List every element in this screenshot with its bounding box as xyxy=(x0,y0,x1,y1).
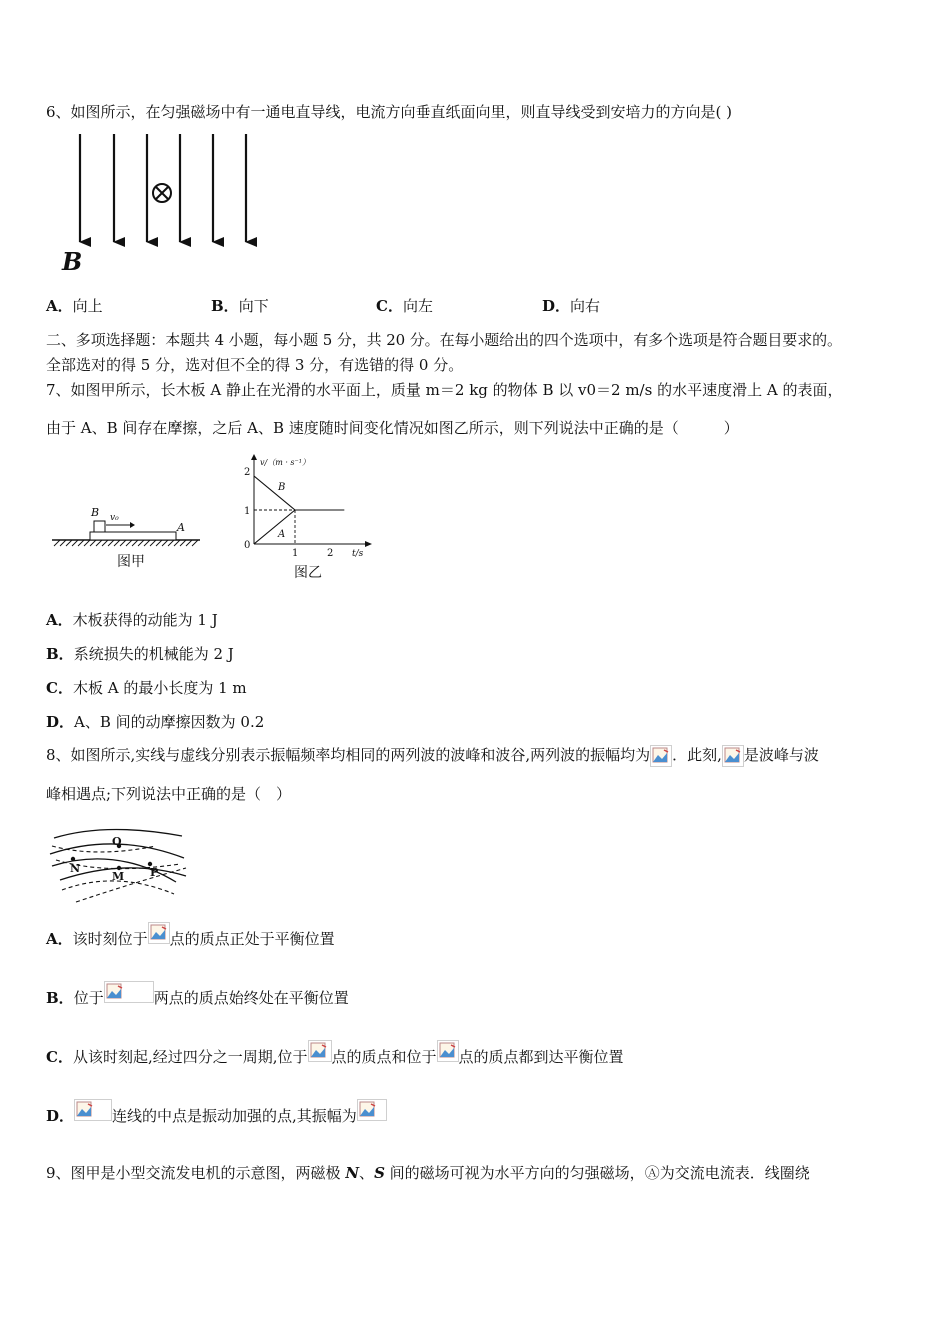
q7-option-c[interactable] xyxy=(46,677,247,698)
board-a xyxy=(90,532,176,540)
y-axis-label: v/（m · s⁻¹） xyxy=(260,458,310,467)
ammeter-icon: Ⓐ xyxy=(644,1164,660,1182)
q9-stem-part2: 间的磁场可视为水平方向的匀强磁场， xyxy=(384,1164,645,1182)
option-text: 木板 A 的最小长度为 1 m xyxy=(72,679,247,697)
broken-image-icon xyxy=(650,745,672,767)
label-a: A xyxy=(177,521,185,534)
series-b-line xyxy=(254,476,344,510)
separator: 、 xyxy=(359,1164,375,1182)
q7-option-a[interactable] xyxy=(46,609,218,630)
q8-option-b[interactable] xyxy=(46,987,349,1008)
option-label: A． xyxy=(46,930,73,948)
q7-figure-jia xyxy=(50,500,210,575)
option-text-pre: 位于 xyxy=(73,989,104,1007)
option-label: C． xyxy=(46,1048,73,1066)
option-label: A． xyxy=(46,297,73,315)
option-text-pre: 该时刻位于 xyxy=(72,930,148,948)
q8-option-a[interactable] xyxy=(46,928,335,949)
q6-option-b[interactable] xyxy=(211,295,269,316)
y-tick-0: 0 xyxy=(244,540,251,551)
q8-option-c[interactable] xyxy=(46,1046,624,1067)
q8-stem-part2: ．此刻, xyxy=(672,746,722,764)
option-label: C． xyxy=(376,297,403,315)
label-p: P xyxy=(150,866,159,879)
series-a-line xyxy=(254,510,344,544)
q7-stem-line2: 由于 A、B 间存在摩擦，之后 A、B 速度随时间变化情况如图乙所示，则下列说法中正确的是（ ） xyxy=(46,419,739,437)
y-tick-1: 1 xyxy=(244,506,251,517)
q6-stem: 6、如图所示，在匀强磁场中有一通电直导线，电流方向垂直纸面向里，则直导线受到安培力的方向是( ) xyxy=(46,103,733,121)
option-text: 木板获得的动能为 1 J xyxy=(72,611,218,629)
option-label: D． xyxy=(46,713,75,731)
series-a-label: A xyxy=(278,529,286,540)
label-b: B xyxy=(91,506,100,519)
broken-image-icon xyxy=(104,981,154,1003)
q8-stem-line2: 峰相遇点;下列说法中正确的是（ ） xyxy=(46,785,292,803)
q8-stem-part1: 8、如图所示,实线与虚线分别表示振幅频率均相同的两列波的波峰和波谷,两列波的振幅均为 xyxy=(46,746,651,764)
option-text: 向左 xyxy=(402,297,433,315)
option-text-post: 两点的质点始终处在平衡位置 xyxy=(153,989,349,1007)
x-tick-2: 2 xyxy=(327,548,334,559)
option-text-mid: 点的质点和位于 xyxy=(331,1048,437,1066)
q8-option-d[interactable] xyxy=(46,1105,387,1126)
q7-option-d[interactable] xyxy=(46,711,264,732)
x-axis-label: t/s xyxy=(352,549,364,559)
q6-magnetic-field-figure xyxy=(56,130,276,275)
q9-stem-part1: 9、图甲是小型交流发电机的示意图，两磁极 xyxy=(46,1164,346,1182)
option-text-pre: 从该时刻起,经过四分之一周期,位于 xyxy=(72,1048,308,1066)
broken-image-icon xyxy=(437,1040,459,1062)
q6-option-a[interactable] xyxy=(46,295,103,316)
option-label: C． xyxy=(46,679,73,697)
x-tick-1: 1 xyxy=(292,548,299,559)
section2-instructions-line2: 全部选对的得 5 分，选对但不全的得 3 分，有选错的得 0 分。 xyxy=(46,356,464,374)
option-label: A． xyxy=(46,611,73,629)
q7-stem-line1: 7、如图甲所示，长木板 A 静止在光滑的水平面上，质量 m＝2 kg 的物体 B 以 v0＝2 m/s 的水平速度滑上 A 的表面， xyxy=(46,381,843,399)
option-text: 向上 xyxy=(72,297,103,315)
series-b-label: B xyxy=(278,482,286,493)
label-q: Q xyxy=(112,835,122,848)
label-m: M xyxy=(112,870,125,883)
option-text-post: 点的质点都到达平衡位置 xyxy=(458,1048,624,1066)
field-label-b: B xyxy=(62,247,83,275)
y-tick-2: 2 xyxy=(244,467,251,478)
option-text: 系统损失的机械能为 2 J xyxy=(73,645,234,663)
q8-stem-line1 xyxy=(46,744,819,767)
option-text: 向下 xyxy=(238,297,269,315)
option-label: D． xyxy=(542,297,571,315)
section2-instructions-line1: 二、多项选择题：本题共 4 小题，每小题 5 分，共 20 分。在每小题给出的四个选项中，有多个选项是符合题目要求的。 xyxy=(46,331,842,349)
magnet-s-label: S xyxy=(374,1164,385,1182)
q6-option-c[interactable] xyxy=(376,295,433,316)
q8-stem-part3: 是波峰与波 xyxy=(743,746,819,764)
label-v0: v₀ xyxy=(110,513,119,523)
option-label: B． xyxy=(46,645,74,663)
option-label: D． xyxy=(46,1107,75,1125)
option-label: B． xyxy=(46,989,74,1007)
caption-jia: 图甲 xyxy=(117,554,145,570)
q9-stem xyxy=(46,1162,810,1183)
broken-image-icon xyxy=(357,1099,387,1121)
q7-figure-yi-vt-graph xyxy=(238,452,378,582)
broken-image-icon xyxy=(308,1040,332,1062)
magnet-n-label: N xyxy=(345,1164,360,1182)
current-into-page-icon xyxy=(153,184,171,202)
option-label: B． xyxy=(211,297,239,315)
option-text-mid: 连线的中点是振动加强的点,其振幅为 xyxy=(112,1107,357,1125)
option-text: 向右 xyxy=(570,297,601,315)
option-text: A、B 间的动摩擦因数为 0.2 xyxy=(74,713,265,731)
ground-hatching xyxy=(54,540,198,546)
q6-option-d[interactable] xyxy=(542,295,600,316)
broken-image-icon xyxy=(722,745,744,767)
caption-yi: 图乙 xyxy=(294,565,322,581)
broken-image-icon xyxy=(74,1099,112,1121)
option-text-post: 点的质点正处于平衡位置 xyxy=(169,930,335,948)
q7-option-b[interactable] xyxy=(46,643,234,664)
label-n: N xyxy=(70,862,81,875)
q9-stem-part3: 为交流电流表．线圈绕 xyxy=(659,1164,810,1182)
block-b xyxy=(94,521,105,532)
broken-image-icon xyxy=(148,922,170,944)
q8-wave-interference-figure xyxy=(46,820,191,905)
